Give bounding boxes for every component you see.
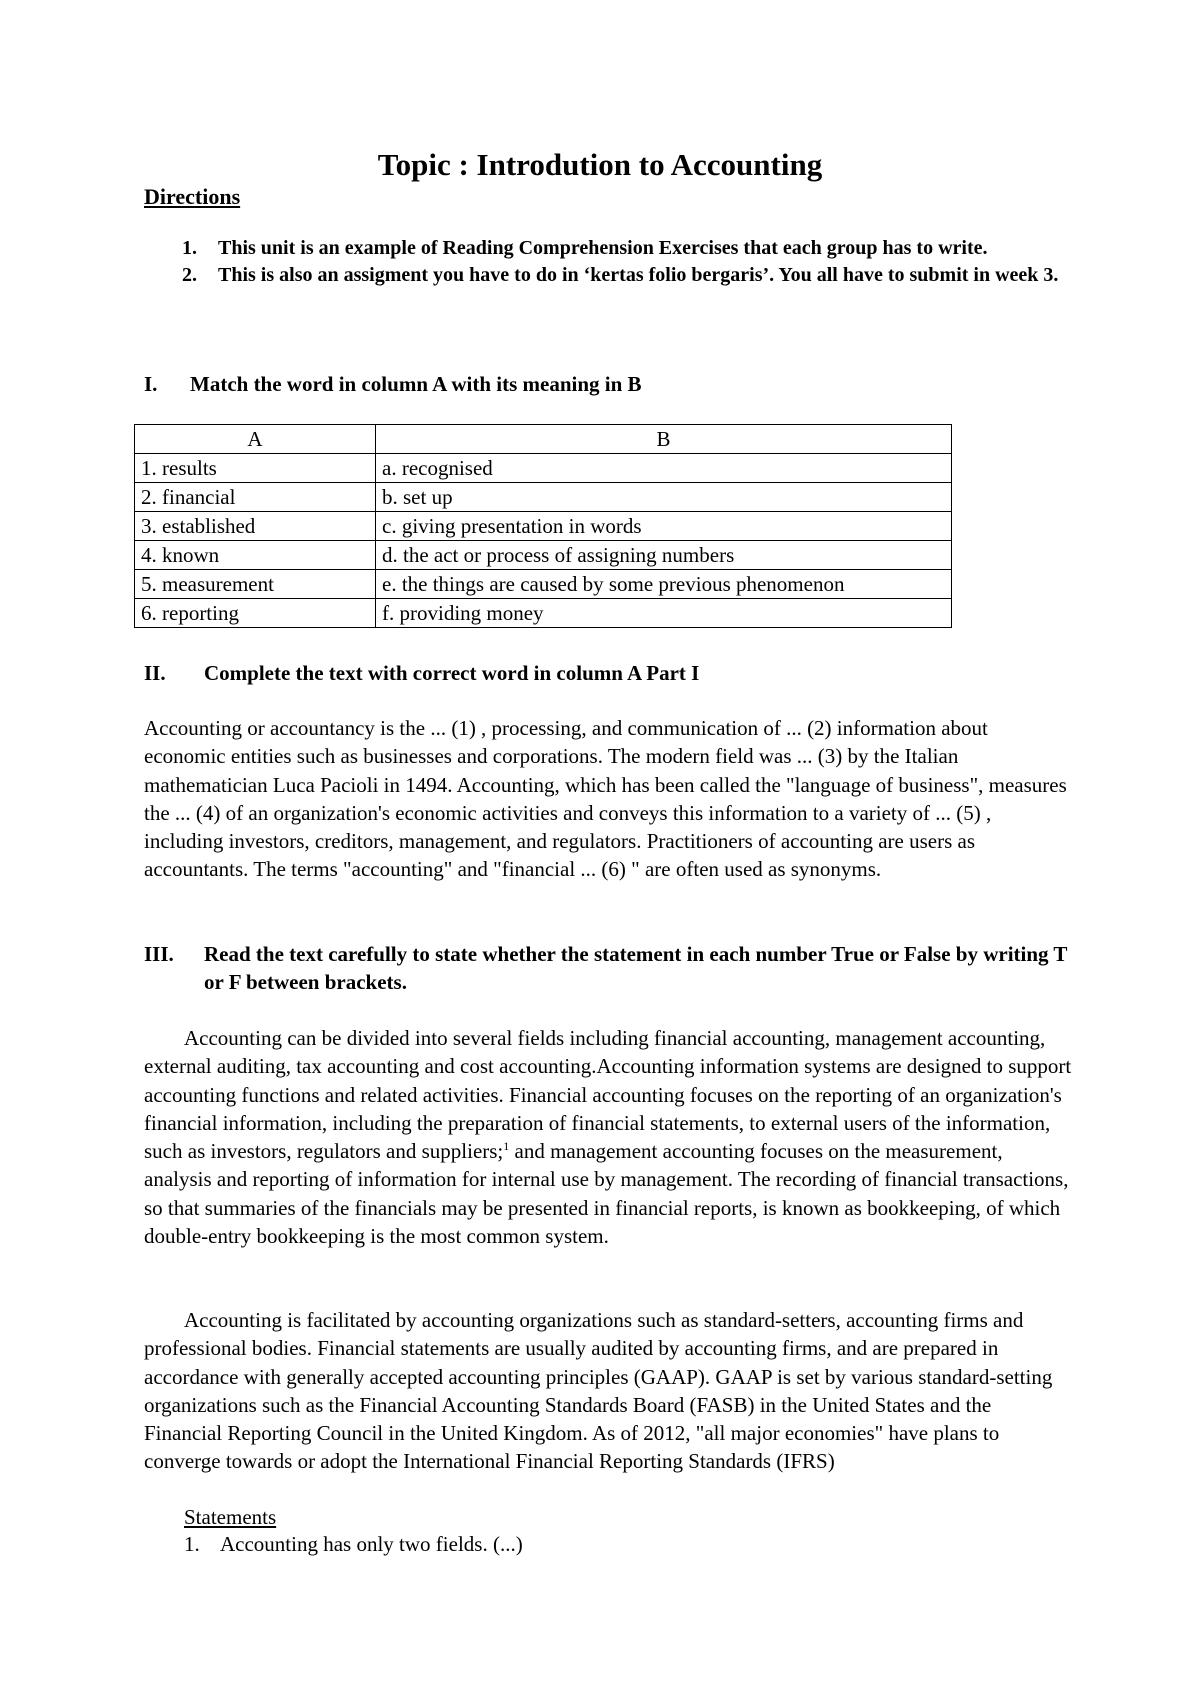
table-row	[135, 599, 952, 628]
list-item-number: 1.	[184, 1532, 200, 1556]
list-item-text: This is also an assigment you have to do in ‘kertas folio bergaris’. You all have to submit in week 3.	[218, 264, 1059, 286]
reading-paragraph-1	[144, 1024, 1074, 1250]
directions-heading: Directions	[144, 184, 241, 209]
section-2-heading	[144, 659, 1074, 687]
section-title: Read the text carefully to state whether the statement in each number True or False by writing T or F between brackets.	[204, 942, 1068, 994]
list-item	[144, 262, 1064, 289]
statements-heading: Statements	[184, 1505, 277, 1529]
section-number: II.	[144, 661, 166, 685]
list-item	[144, 1530, 523, 1558]
table-cell: b. set up	[376, 483, 952, 512]
list-item-text: Accounting has only two fields. (...)	[220, 1532, 523, 1556]
section-1-heading	[144, 370, 1074, 398]
footnote-mark: 1	[503, 1139, 510, 1154]
table-cell: 5. measurement	[135, 570, 376, 599]
section-number: I.	[144, 372, 158, 396]
list-item-text: This unit is an example of Reading Comprehension Exercises that each group has to write.	[218, 237, 988, 259]
table-cell: 1. results	[135, 454, 376, 483]
paragraph-text: and management accounting focuses on the measurement, analysis and reporting of information for internal use by management. The recording of financial transactions, so that summaries of the financials may be presented in financial reports, is known as bookkeeping, of which double-entry bookkeeping is the most common system.	[144, 1139, 1069, 1249]
table-cell: e. the things are caused by some previous phenomenon	[376, 570, 952, 599]
page-title: Topic : Introdution to Accounting	[377, 147, 823, 182]
section-title: Match the word in column A with its meaning in B	[190, 372, 642, 396]
table-row	[135, 541, 952, 570]
table-cell: d. the act or process of assigning numbers	[376, 541, 952, 570]
statements-list	[144, 1530, 523, 1558]
column-header-a: A	[135, 425, 376, 454]
directions-list	[144, 235, 1064, 289]
paragraph-text: Accounting can be divided into several fields including financial accounting, management accounting, external auditing, tax accounting and cost accounting.Accounting information systems are designed to support accounting functions and related activities. Financial accounting focuses on the reporting of an organization's financial information, including the preparation of financial statements, to external users of the information, such as investors, regulators and suppliers;	[144, 1026, 1072, 1164]
table-cell: a. recognised	[376, 454, 952, 483]
table-row	[135, 483, 952, 512]
table-cell: c. giving presentation in words	[376, 512, 952, 541]
column-header-b: B	[376, 425, 952, 454]
list-item	[144, 235, 1064, 262]
table-row	[135, 512, 952, 541]
table-cell: 4. known	[135, 541, 376, 570]
reading-paragraph-2: Accounting is facilitated by accounting organizations such as standard-setters, accounting firms and professional bodies. Financial statements are usually audited by accounting firms, and are prepared in accordance with generally accepted accounting principles (GAAP). GAAP is set by various standard-setting organizations such as the Financial Accounting Standards Board (FASB) in the United States and the Financial Reporting Council in the United Kingdom. As of 2012, "all major economies" have plans to converge towards or adopt the International Financial Reporting Standards (IFRS)	[144, 1308, 1053, 1474]
table-header-row	[135, 425, 952, 454]
table-cell: f. providing money	[376, 599, 952, 628]
table-row	[135, 570, 952, 599]
list-item-number: 1.	[182, 237, 197, 259]
table-row	[135, 454, 952, 483]
list-item-number: 2.	[182, 264, 197, 286]
table-cell: 6. reporting	[135, 599, 376, 628]
section-3-heading	[144, 940, 1074, 996]
section-title: Complete the text with correct word in column A Part I	[204, 661, 700, 685]
cloze-paragraph: Accounting or accountancy is the ... (1) , processing, and communication of ... (2) information about economic entities such as businesses and corporations. The modern field was ... (3) by the Italian mathematician Luca Pacioli in 1494. Accounting, which has been called the "language of business", measures the ... (4) of an organization's economic activities and conveys this information to a variety of ... (5) , including investors, creditors, management, and regulators. Practitioners of accounting are users as accountants. The terms "accounting" and "financial ... (6) " are often used as synonyms.	[144, 716, 1067, 882]
table-cell: 2. financial	[135, 483, 376, 512]
section-number: III.	[144, 942, 174, 966]
matching-table	[134, 424, 952, 628]
table-cell: 3. established	[135, 512, 376, 541]
